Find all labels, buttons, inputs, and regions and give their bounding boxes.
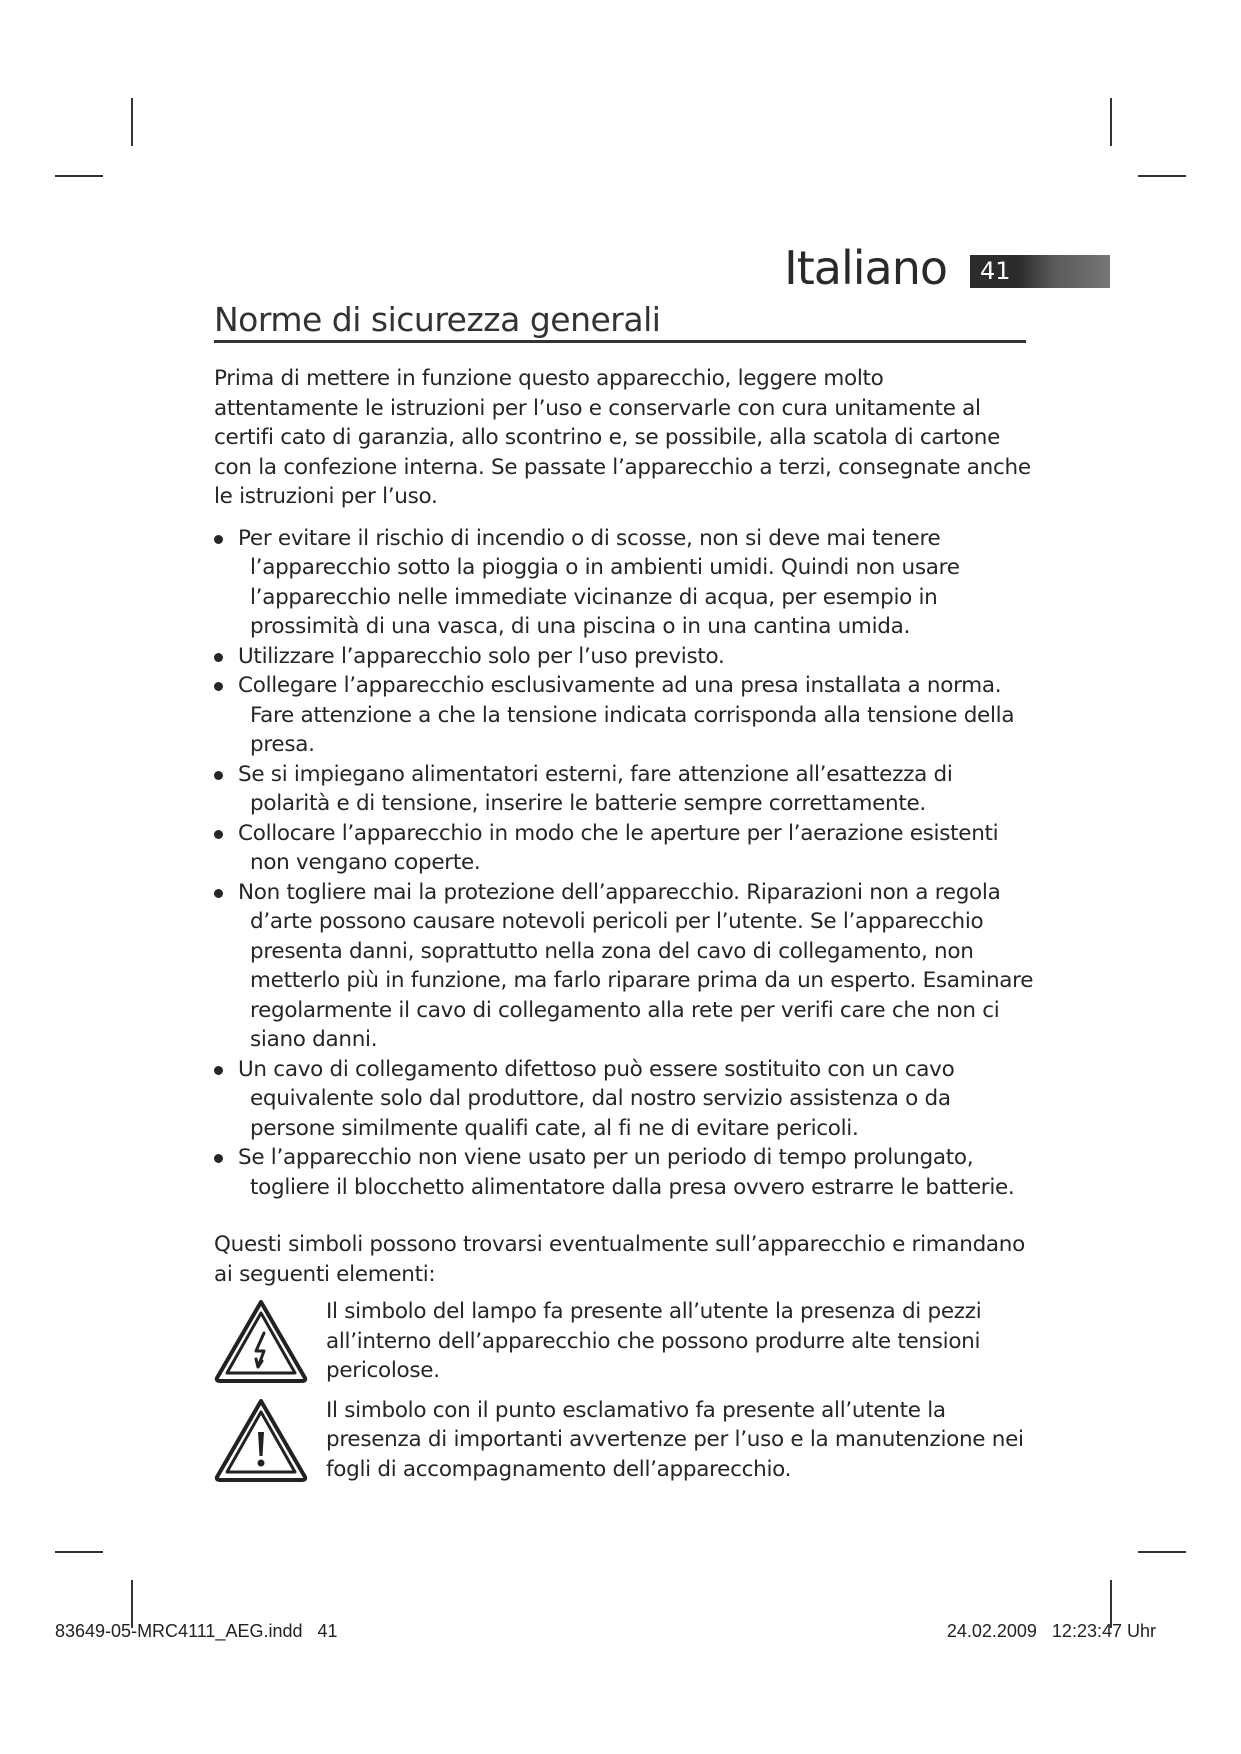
list-item: Se l’apparecchio non viene usato per un periodo di tempo prolungato, togliere il blocchetto alimentatore dalla presa ovvero estrarre le batterie. — [214, 1143, 1034, 1202]
list-item: Collegare l’apparecchio esclusivamente ad una presa installata a norma. Fare attenzione a che la tensione indicata corrisponda alla tensione della presa. — [214, 671, 1034, 760]
symbol-row-exclamation — [214, 1396, 1034, 1485]
list-item: Collocare l’apparecchio in modo che le aperture per l’aerazione esistenti non vengano coperte. — [214, 819, 1034, 878]
symbol-row-lightning — [214, 1297, 1034, 1386]
lightning-warning-icon — [214, 1299, 308, 1383]
page-number: 41 — [980, 257, 1011, 285]
page-number-tab — [970, 255, 1110, 288]
exclamation-warning-icon — [214, 1398, 308, 1482]
safety-list — [214, 524, 1034, 1203]
symbol-description: Il simbolo del lampo fa presente all’utente la presenza di pezzi all’interno dell’apparecchio che possono produrre alte tensioni pericolose. — [326, 1299, 982, 1383]
bullet-icon — [214, 653, 223, 662]
footer-filename: 83649-05-MRC4111_AEG.indd 41 — [55, 1621, 338, 1641]
list-item: Un cavo di collegamento difettoso può essere sostituito con un cavo equivalente solo dal produttore, dal nostro servizio assistenza o da persone similmente qualifi cate, al fi ne di evitare pericoli. — [214, 1055, 1034, 1144]
list-item: Non togliere mai la protezione dell’apparecchio. Riparazioni non a regola d’arte possono causare notevoli pericoli per l’utente. Se l’apparecchio presenta danni, soprattutto nella zona del cavo di collegamento, non metterlo più in funzione, ma farlo riparare prima da un esperto. Esaminare regolarmente il cavo di collegamento alla rete per verifi care che non ci siano danni. — [214, 878, 1034, 1055]
section-title: Norme di sicurezza generali — [214, 300, 661, 339]
symbol-description: Il simbolo con il punto esclamativo fa presente all’utente la presenza di importanti avvertenze per l’uso e la manutenzione nei fogli di accompagnamento dell’apparecchio. — [326, 1397, 1024, 1482]
symbols-intro: Questi simboli possono trovarsi eventualmente sull’apparecchio e rimandano ai seguenti elementi: — [214, 1232, 1025, 1287]
title-rule — [214, 340, 1026, 343]
crop-mark — [131, 98, 133, 146]
bullet-icon — [214, 771, 223, 780]
language-title: Italiano — [784, 241, 947, 295]
bullet-icon — [214, 1154, 223, 1163]
list-item: Per evitare il rischio di incendio o di scosse, non si deve mai tenere l’apparecchio sotto la pioggia o in ambienti umidi. Quindi non usare l’apparecchio nelle immediate vicinanze di acqua, per esempio in prossimità di una vasca, di una piscina o in una cantina umida. — [214, 524, 1034, 642]
crop-mark — [1110, 98, 1112, 146]
list-item: Utilizzare l’apparecchio solo per l’uso previsto. — [214, 642, 1034, 672]
intro-paragraph: Prima di mettere in funzione questo apparecchio, leggere molto attentamente le istruzioni per l’uso e conservarle con cura unitamente al certifi cato di garanzia, allo scontrino e, se possibile, alla scatola di cartone con la confezione interna. Se passate l’apparecchio a terzi, consegnate anche le istruzioni per l’uso. — [214, 366, 1031, 509]
bullet-icon — [214, 1066, 223, 1075]
footer-timestamp: 24.02.2009 12:23:47 Uhr — [946, 1621, 1156, 1641]
crop-mark — [55, 1551, 103, 1553]
crop-mark — [1138, 175, 1186, 177]
bullet-icon — [214, 682, 223, 691]
bullet-icon — [214, 889, 223, 898]
bullet-icon — [214, 535, 223, 544]
document-body — [214, 364, 1034, 1484]
crop-mark — [1138, 1551, 1186, 1553]
bullet-icon — [214, 830, 223, 839]
list-item: Se si impiegano alimentatori esterni, fare attenzione all’esattezza di polarità e di tensione, inserire le batterie sempre correttamente. — [214, 760, 1034, 819]
crop-mark — [55, 175, 103, 177]
